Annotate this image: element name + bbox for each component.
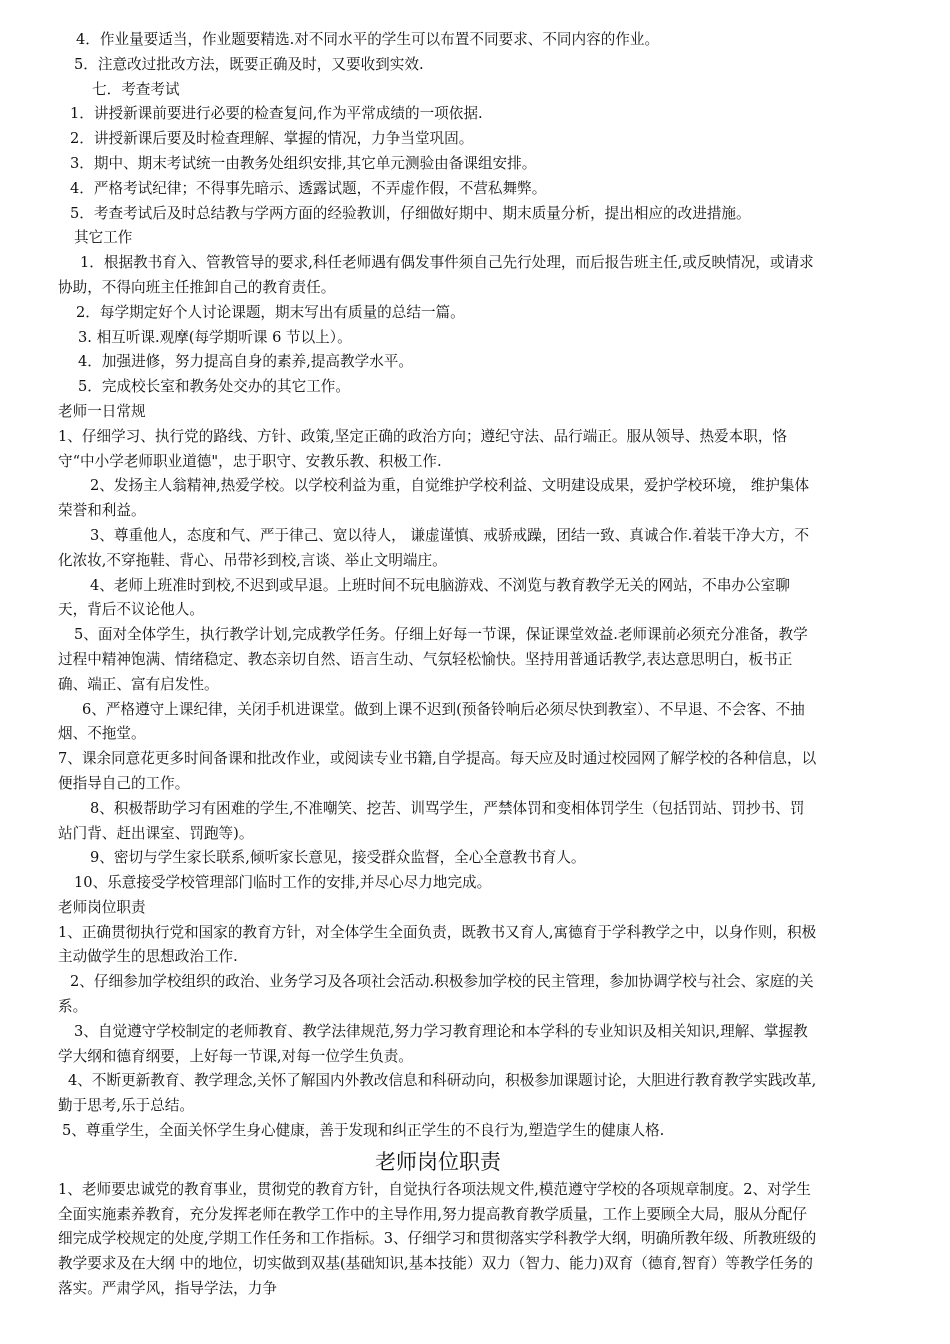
paragraph-daily-0: 老师一日常规 bbox=[58, 402, 146, 420]
paragraph-duty-1: 1、正确贯彻执行党和国家的教育方针，对全体学生全面负责，既教书又育人,寓德育于学科教学之中，以身作则，积极主动做学生的思想政治工作. bbox=[58, 923, 817, 966]
paragraph-homework-1: 5．注意改过批改方法，既要正确及时，又要收到实效. bbox=[74, 55, 424, 73]
paragraph-daily-10: 10、乐意接受学校管理部门临时工作的安排,并尽心尽力地完成。 bbox=[74, 874, 492, 892]
paragraph-other-2: 2．每学期定好个人讨论课题，期末写出有质量的总结一篇。 bbox=[76, 303, 465, 321]
paragraph-daily-5: 5、面对全体学生，执行教学计划,完成教学任务。仔细上好每一节课，保证课堂效益.老师课前必须充分准备，教学过程中精神饱满、情绪稳定、教态亲切自然、语言生动、气氛轻松愉快。坚持用普通话教学,表达意思明白，板书正确、端正、富有启发性。 bbox=[58, 626, 808, 693]
paragraph-exam-2: 2．讲授新课后要及时检查理解、掌握的情况，力争当堂巩固。 bbox=[70, 130, 474, 148]
paragraph-daily-7: 7、课余同意花更多时间备课和批改作业，或阅读专业书籍,自学提高。每天应及时通过校园网了解学校的各种信息，以便指导自己的工作。 bbox=[58, 750, 817, 792]
paragraph-exam-1: 1．讲授新课前要进行必要的检查复问,作为平常成绩的一项依据. bbox=[70, 105, 483, 123]
paragraph-duty-4: 4、不断更新教育、教学理念,关怀了解国内外教改信息和科研动向，积极参加课题讨论，大胆进行教育教学实践改革,勤于思考,乐于总结。 bbox=[58, 1072, 817, 1115]
paragraph-daily-8: 8、积极帮助学习有困难的学生,不准嘲笑、挖苦、训骂学生，严禁体罚和变相体罚学生（包括罚站、罚抄书、罚站门背、赶出课室、罚跑等)。 bbox=[58, 799, 805, 842]
paragraph-homework-0: 4．作业量要适当，作业题要精选.对不同水平的学生可以布置不同要求、不同内容的作业。 bbox=[76, 31, 660, 48]
document-sections bbox=[58, 28, 818, 1144]
paragraph-daily-1: 1、仔细学习、执行党的路线、方针、政策,坚定正确的政治方向；遵纪守法、品行端正。服从领导、热爱本职，恪守“中小学老师职业道德"，忠于职守、安教乐教、积极工作. bbox=[58, 427, 788, 470]
document-page bbox=[58, 28, 818, 1302]
paragraph-exam-4: 4．严格考试纪律；不得事先暗示、透露试题，不弄虚作假，不营私舞弊。 bbox=[70, 179, 547, 197]
paragraph-duty-5: 5、尊重学生，全面关怀学生身心健康，善于发现和纠正学生的不良行为,塑造学生的健康人格. bbox=[62, 1122, 665, 1140]
paragraph-duty-2: 2、仔细参加学校组织的政治、业务学习及各项社会活动.积极参加学校的民主管理，参加协调学校与社会、家庭的关系。 bbox=[58, 973, 814, 1016]
final-paragraph: 1、老师要忠诚党的教育事业，贯彻党的教育方针，自觉执行各项法规文件,模范遵守学校的各项规章制度。2、对学生全面实施素养教育，充分发挥老师在教学工作中的主导作用,努力提高教育教学质量，工作上要顾全大局，服从分配仔细完成学校规定的处度,学期工作任务和工作指标。3、仔细学习和贯彻落实学科教学大纲，明确所教年级、所教班级的教学要求及在大纲 中的地位，切实做到双基(基础知识,基本技能）双力（智力、能力)双育（德育,智育）等教学任务的落实。严肃学风，指导学法，力争 bbox=[58, 1180, 817, 1298]
paragraph-daily-3: 3、尊重他人，态度和气、严于律己、宽以待人， 谦虚谨慎、戒骄戒躁，团结一致、真诚合作.着装干净大方，不化浓妆,不穿拖鞋、背心、吊带衫到校,言谈、举止文明端庄。 bbox=[58, 526, 810, 569]
section-title-large: 老师岗位职责 bbox=[375, 1149, 501, 1174]
paragraph-exam-0: 七．考查考试 bbox=[92, 80, 180, 98]
paragraph-exam-5: 5．考查考试后及时总结教与学两方面的经验教训，仔细做好期中、期末质量分析，提出相应的改进措施。 bbox=[70, 204, 751, 222]
paragraph-exam-3: 3．期中、期末考试统一由教务处组织安排,其它单元测验由备课组安排。 bbox=[70, 154, 537, 172]
paragraph-daily-4: 4、老师上班准时到校,不迟到或早退。上班时间不玩电脑游戏、不浏览与教育教学无关的网站，不串办公室聊天，背后不议论他人。 bbox=[58, 576, 790, 619]
paragraph-other-0: 其它工作 bbox=[74, 229, 133, 247]
paragraph-other-5: 5．完成校长室和教务处交办的其它工作。 bbox=[78, 378, 350, 396]
paragraph-other-4: 4．加强进修，努力提高自身的素养,提高教学水平。 bbox=[78, 353, 413, 371]
paragraph-duty-0: 老师岗位职责 bbox=[58, 898, 146, 916]
paragraph-duty-3: 3、自觉遵守学校制定的老师教育、教学法律规范,努力学习教育理论和本学科的专业知识及相关知识,理解、掌握教学大纲和德育纲要，上好每一节课,对每一位学生负责。 bbox=[58, 1022, 808, 1065]
paragraph-daily-9: 9、密切与学生家长联系,倾听家长意见，接受群众监督，全心全意教书育人。 bbox=[90, 849, 586, 867]
paragraph-other-3: 3. 相互听课.观摩(每学期听课 6 节以上）。 bbox=[78, 328, 352, 346]
paragraph-daily-6: 6、严格遵守上课纪律，关闭手机进课堂。做到上课不迟到(预备铃响后必须尽快到教室）、不早退、不会客、不抽烟、不拖堂。 bbox=[58, 700, 805, 743]
paragraph-daily-2: 2、发扬主人翁精神,热爱学校。以学校利益为重，自觉维护学校利益、文明建设成果，爱护学校环境， 维护集体荣誉和利益。 bbox=[58, 477, 810, 520]
paragraph-other-1: 1．根据教书育入、管教管导的要求,科任老师遇有偶发事件须自己先行处理，而后报告班主任,或反映情况，或请求协助，不得向班主任推卸自己的教育责任。 bbox=[58, 254, 814, 296]
